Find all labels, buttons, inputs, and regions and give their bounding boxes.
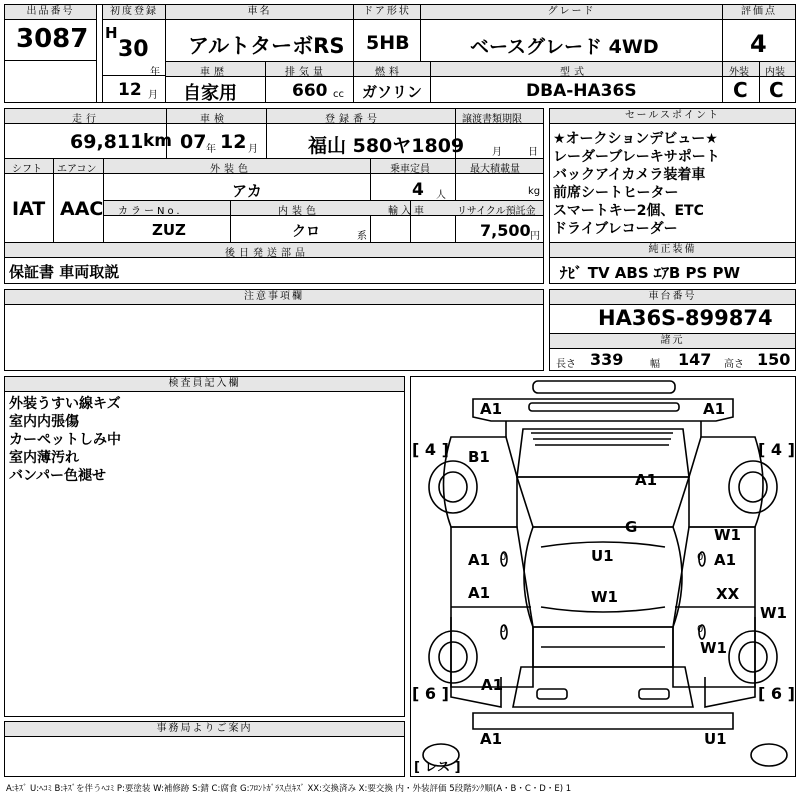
- chassis-number: HA36S-899874: [598, 306, 773, 330]
- small-mark-fr: 0: [697, 552, 704, 563]
- interior-label: 内装: [765, 67, 785, 78]
- displacement: 660: [292, 81, 328, 101]
- import-label: 輸入車: [388, 206, 427, 217]
- sales-point: ドライブレコーダー: [553, 221, 678, 237]
- mark-rear-left: A1: [481, 676, 504, 694]
- model: DBA-HA36S: [526, 81, 637, 101]
- car-diagram: [410, 376, 796, 777]
- color-no: ZUZ: [152, 221, 186, 239]
- ac: AAC: [60, 198, 104, 220]
- grade: ベースグレード 4WD: [470, 36, 659, 58]
- height: 150: [757, 350, 791, 369]
- ac-label: エアコン: [57, 164, 97, 175]
- sales-point: レーダーブレーキサポート: [553, 149, 720, 165]
- capacity: 4: [412, 180, 424, 200]
- sales-points-label: セールスポイント: [550, 109, 795, 124]
- lot-number: 3087: [16, 24, 89, 54]
- mileage-label: 走行: [72, 114, 100, 125]
- recycle-label: リサイクル預託金: [457, 206, 536, 217]
- mark-front-right: A1: [703, 400, 726, 418]
- length: 339: [590, 350, 624, 369]
- small-mark-fl: 0: [500, 552, 507, 563]
- inspector-note: 室内内張傷: [9, 414, 79, 430]
- load-unit: kg: [528, 186, 541, 197]
- lot-label: 出品番号: [5, 5, 96, 20]
- int-color-unit: 系: [357, 231, 367, 242]
- reg-month: 12: [118, 80, 142, 100]
- grade-label: グレード: [421, 5, 722, 20]
- inspector-label: 検査員記入欄: [5, 377, 404, 392]
- insp-year-unit: 年: [206, 144, 216, 155]
- era-mark: H: [105, 24, 118, 42]
- mark-rr-door: XX: [716, 585, 740, 603]
- inspection-month: 12: [220, 131, 247, 153]
- plate: 福山 580ヤ1809: [308, 135, 465, 157]
- spare-tire: [ レス ]: [414, 760, 461, 775]
- interior-grade: C: [769, 78, 784, 102]
- mark-fl-fender: B1: [468, 448, 490, 466]
- transfer-label: 譲渡書類期限: [462, 114, 522, 125]
- width: 147: [678, 350, 712, 369]
- office-label: 事務局よりご案内: [5, 722, 404, 737]
- inspector-note: バンパー色褪せ: [9, 468, 107, 484]
- transfer-month-unit: 月: [492, 147, 502, 158]
- history-label: 車歴: [200, 67, 228, 78]
- dims-label: 諸元: [550, 334, 795, 349]
- int-color-label: 内装色: [278, 206, 320, 217]
- mark-windshield: G: [625, 518, 638, 536]
- tire-fr: [ 4 ]: [758, 440, 795, 459]
- load-label: 最大積載量: [470, 164, 520, 175]
- ext-color-label: 外装色: [210, 164, 252, 175]
- month-unit: 月: [148, 90, 158, 101]
- inspector-list: [9, 395, 121, 485]
- inspector-note: 外装うすい線キズ: [9, 396, 121, 412]
- km-unit: km: [143, 131, 173, 151]
- inspection-year: 07: [180, 131, 207, 153]
- width-label: 幅: [650, 359, 660, 370]
- notes-label: 注意事項欄: [5, 290, 543, 305]
- model-label: 型式: [560, 67, 588, 78]
- displacement-label: 排気量: [285, 67, 327, 78]
- mileage: 69,811: [70, 131, 144, 153]
- chassis-label: 車台番号: [550, 290, 795, 305]
- car-name: アルトターボRS: [188, 34, 345, 58]
- tire-rl: [ 6 ]: [412, 684, 449, 703]
- mark-hood: A1: [635, 471, 658, 489]
- mark-fr-door-1: W1: [714, 526, 741, 544]
- insp-month-unit: 月: [248, 144, 258, 155]
- mark-roof: U1: [591, 547, 614, 565]
- mark-front-left: A1: [480, 400, 503, 418]
- score: 4: [750, 30, 767, 58]
- small-mark-rr: 0: [697, 624, 704, 635]
- mark-r-side: W1: [760, 604, 787, 622]
- car-outline: [411, 377, 795, 776]
- mark-roof-rear: W1: [591, 588, 618, 606]
- fuel: ガソリン: [362, 83, 423, 101]
- color-no-label: カラーNo.: [118, 206, 183, 217]
- length-label: 長さ: [556, 359, 576, 370]
- sales-point: 前席シートヒーター: [553, 185, 679, 201]
- int-color: クロ: [292, 224, 320, 240]
- capacity-label: 乗車定員: [390, 164, 430, 175]
- inspection-label: 車検: [200, 114, 228, 125]
- inspector-note: カーペットしみ中: [9, 432, 121, 448]
- shift: IAT: [12, 198, 46, 220]
- mark-fl-door: A1: [468, 551, 491, 569]
- year-unit: 年: [150, 67, 160, 78]
- sales-point: スマートキー2個、ETC: [553, 203, 704, 219]
- equipment: ﾅﾋﾞ TV ABS ｴｱB PS PW: [560, 264, 741, 282]
- fuel-label: 燃料: [375, 67, 403, 78]
- later-parts-label: 後日発送部品: [225, 248, 309, 259]
- mark-fr-door-2: A1: [714, 551, 737, 569]
- inspector-note: 室内薄汚れ: [9, 450, 79, 466]
- door-label: ドア形状: [354, 5, 420, 20]
- history: 自家用: [183, 83, 237, 104]
- mark-rl-door: A1: [468, 584, 491, 602]
- first-reg-label: 初度登録: [103, 5, 165, 20]
- cc-unit: cc: [333, 89, 344, 100]
- legend: A:ｷｽﾞ U:ﾍｺﾐ B:ｷｽﾞを伴うﾍｺﾐ P:要塗装 W:補修跡 S:錆 C:腐食 G:ﾌﾛﾝﾄｶﾞﾗｽ点ｷｽﾞ XX:交換済み X:要交換 内・外装評価 5段階ﾗﾝｸ順(A・B・C・D・E) 1: [6, 784, 572, 794]
- capacity-unit: 人: [436, 190, 446, 201]
- mark-rear-bumper-left: A1: [480, 730, 503, 748]
- sales-point: ★オークションデビュー★: [553, 131, 718, 147]
- reg-year: 30: [118, 37, 149, 62]
- equip-label: 純正装備: [550, 243, 795, 258]
- small-mark-rl: 0: [500, 624, 507, 635]
- yen-unit: 円: [530, 231, 540, 242]
- mark-rr-fender: W1: [700, 639, 727, 657]
- sales-points-list: [553, 130, 720, 238]
- mark-rear-bumper-right: U1: [704, 730, 727, 748]
- height-label: 高さ: [724, 359, 744, 370]
- tire-fl: [ 4 ]: [412, 440, 449, 459]
- ext-color: アカ: [232, 182, 262, 200]
- tire-rr: [ 6 ]: [758, 684, 795, 703]
- shift-label: シフト: [12, 164, 42, 175]
- door-type: 5HB: [366, 32, 410, 54]
- car-name-label: 車名: [166, 5, 353, 20]
- plate-label: 登録番号: [325, 114, 381, 125]
- score-label: 評価点: [723, 5, 795, 20]
- exterior-grade: C: [733, 78, 748, 102]
- sales-point: バックアイカメラ装着車: [553, 167, 706, 183]
- later-parts: 保証書 車両取説: [9, 263, 120, 281]
- recycle: 7,500: [480, 221, 531, 240]
- transfer-day-unit: 日: [528, 147, 538, 158]
- exterior-label: 外装: [729, 67, 749, 78]
